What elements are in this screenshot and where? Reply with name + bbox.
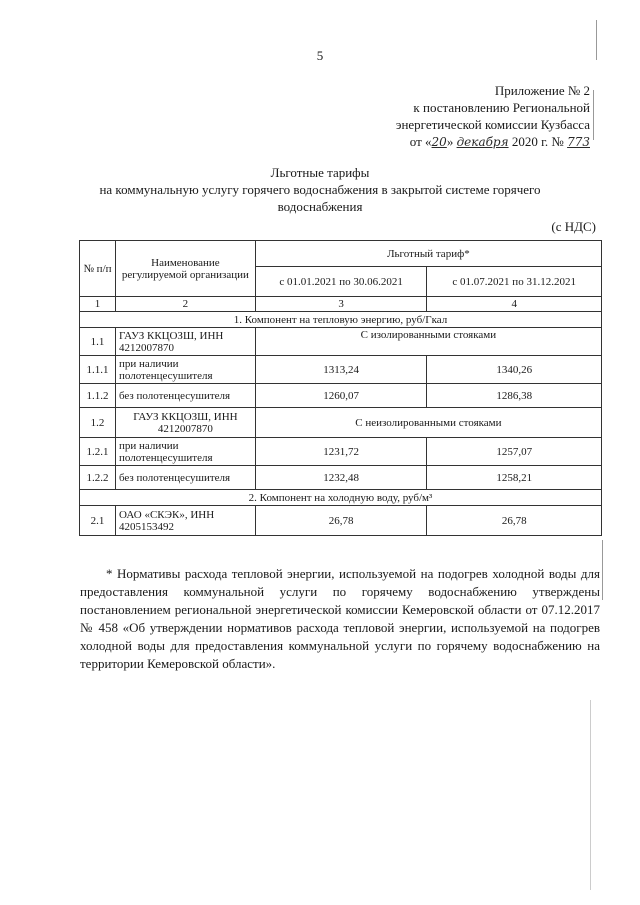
tariff-table	[79, 240, 602, 536]
scan-margin-line	[596, 20, 597, 60]
table-row	[80, 408, 602, 438]
row-value-period-2: 1258,21	[427, 466, 602, 490]
row-value-period-1: 1232,48	[255, 466, 427, 490]
row-num: 1.1.2	[80, 384, 116, 408]
row-org: при наличии полотенцесушителя	[115, 438, 255, 466]
col-number-2: 2	[115, 297, 255, 312]
title-line-1: Льготные тарифы	[270, 165, 370, 180]
appendix-line-resolution: к постановлению Региональной	[413, 100, 590, 115]
date-prefix: от «	[409, 134, 432, 149]
scan-margin-line	[590, 700, 591, 890]
title-line-3: водоснабжения	[277, 199, 363, 214]
row-num: 1.2.2	[80, 466, 116, 490]
appendix-date-line	[290, 133, 590, 151]
title-line-2: на коммунальную услугу горячего водоснабжения в закрытой системе горячего	[99, 182, 541, 197]
scan-margin-line	[602, 540, 603, 600]
table-row	[80, 328, 602, 356]
handwritten-number: 773	[567, 135, 590, 149]
row-value-period-2: 1257,07	[427, 438, 602, 466]
row-org: ОАО «СКЭК», ИНН 4205153492	[115, 506, 255, 536]
row-value-period-2: 1286,38	[427, 384, 602, 408]
row-value-period-1: 1260,07	[255, 384, 427, 408]
section-cold-water: 2. Компонент на холодную воду, руб/м³	[80, 490, 602, 506]
row-value-period-2: 1340,26	[427, 356, 602, 384]
table-row	[80, 466, 602, 490]
row-org: без полотенцесушителя	[115, 466, 255, 490]
header-org: Наименование регулируемой организации	[115, 241, 255, 297]
handwritten-month: декабря	[456, 135, 509, 149]
row-value-period-2: 26,78	[427, 506, 602, 536]
row-riser-type: С изолированными стояками	[255, 328, 601, 356]
date-mid: »	[446, 134, 457, 149]
table-row	[80, 384, 602, 408]
row-num: 1.1	[80, 328, 116, 356]
vat-note: (с НДС)	[551, 219, 596, 234]
table-row	[80, 356, 602, 384]
row-num: 1.2	[80, 408, 116, 438]
appendix-line-commission: энергетической комиссии Кузбасса	[395, 117, 590, 132]
appendix-title: Приложение № 2	[494, 83, 590, 98]
table-row	[80, 506, 602, 536]
row-num: 1.2.1	[80, 438, 116, 466]
appendix-block	[290, 82, 590, 151]
header-period-2: с 01.07.2021 по 31.12.2021	[427, 267, 602, 297]
handwritten-day: 20	[431, 135, 447, 149]
scan-margin-line	[593, 90, 594, 140]
row-value-period-1: 1231,72	[255, 438, 427, 466]
row-org: при наличии полотенцесушителя	[115, 356, 255, 384]
page-number: 5	[316, 48, 324, 63]
row-riser-type: С неизолированными стояками	[255, 408, 601, 438]
row-num: 2.1	[80, 506, 116, 536]
footnote: * Нормативы расхода тепловой энергии, используемой на подогрев холодной воды для предоставления коммунальной услуги по горячему водоснабжению утверждены постановлением региональной энергетической комиссии Кемеровской области от 07.12.2017 № 458 «Об утверждении нормативов расхода тепловой энергии, используемой на подогрев холодной воды для предоставления коммунальной услуги по горячему водоснабжению на территории Кемеровской области».	[80, 566, 600, 671]
table-row	[80, 438, 602, 466]
row-value-period-1: 1313,24	[255, 356, 427, 384]
row-value-period-1: 26,78	[255, 506, 427, 536]
row-org: ГАУЗ ККЦОЗШ, ИНН 4212007870	[115, 408, 255, 438]
row-org: без полотенцесушителя	[115, 384, 255, 408]
header-tariff: Льготный тариф*	[255, 241, 601, 267]
row-num: 1.1.1	[80, 356, 116, 384]
col-number-3: 3	[255, 297, 427, 312]
col-number-1: 1	[80, 297, 116, 312]
date-year: 2020 г. №	[508, 134, 568, 149]
col-number-4: 4	[427, 297, 602, 312]
section-heat-energy: 1. Компонент на тепловую энергию, руб/Гкал	[80, 312, 602, 328]
row-org: ГАУЗ ККЦОЗШ, ИНН 4212007870	[115, 328, 255, 356]
header-num: № п/п	[80, 241, 116, 297]
document-title	[40, 164, 600, 215]
header-period-1: с 01.01.2021 по 30.06.2021	[255, 267, 427, 297]
